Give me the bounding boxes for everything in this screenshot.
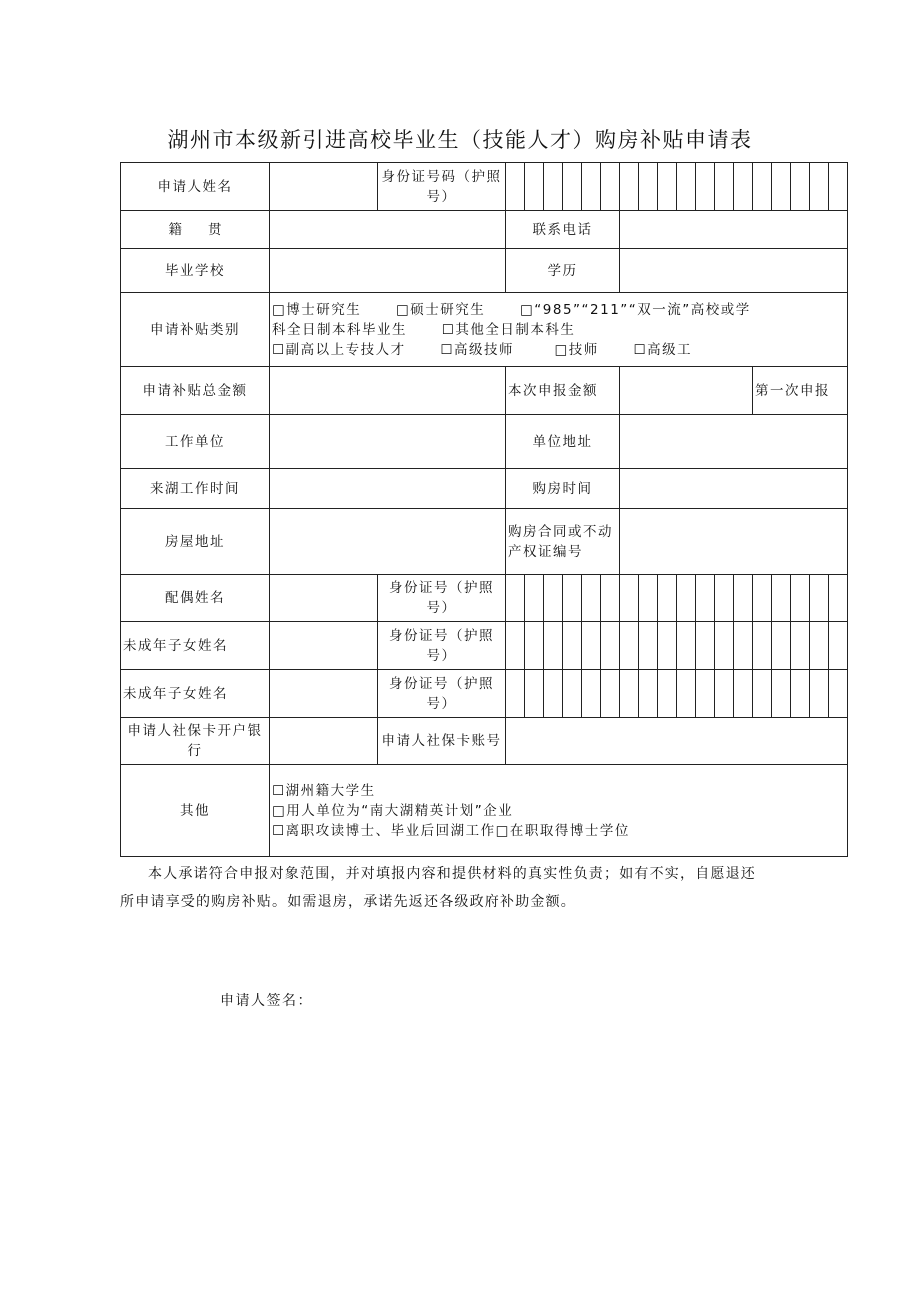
current-amount-field[interactable] bbox=[620, 367, 753, 415]
id-digit-cell[interactable] bbox=[658, 622, 677, 670]
id-digit-cell[interactable] bbox=[753, 670, 772, 718]
id-digit-cell[interactable] bbox=[506, 670, 525, 718]
child-name-field[interactable] bbox=[270, 670, 378, 718]
applicant-row bbox=[121, 163, 848, 211]
child-id-label: 身份证号（护照号） bbox=[378, 622, 506, 670]
id-digit-cell[interactable] bbox=[601, 622, 620, 670]
id-digit-cell[interactable] bbox=[715, 622, 734, 670]
education-field[interactable] bbox=[620, 249, 848, 293]
option-985-211[interactable]: □“985”“211”“双一流”高校或学 bbox=[520, 301, 751, 318]
id-digit-cell[interactable] bbox=[525, 575, 544, 622]
application-form-table bbox=[120, 162, 848, 857]
id-digit-cell[interactable] bbox=[696, 163, 715, 211]
other-row bbox=[121, 765, 848, 857]
native-place-label: 籍贯 bbox=[121, 211, 270, 249]
id-digit-cell[interactable] bbox=[696, 622, 715, 670]
id-digit-cell[interactable] bbox=[772, 622, 791, 670]
id-digit-cell[interactable] bbox=[734, 163, 753, 211]
id-digit-cell[interactable] bbox=[525, 163, 544, 211]
id-digit-cell[interactable] bbox=[772, 575, 791, 622]
page-title: 湖州市本级新引进高校毕业生（技能人才）购房补贴申请表 bbox=[167, 128, 753, 152]
id-digit-cell[interactable] bbox=[810, 163, 829, 211]
id-digit-cell[interactable] bbox=[544, 163, 563, 211]
pledge-line-2: 所申请享受的购房补贴。如需退房，承诺先返还各级政府补助金额。 bbox=[120, 894, 576, 910]
bank-field[interactable] bbox=[270, 718, 378, 765]
option-technician[interactable]: □技师 bbox=[554, 341, 599, 358]
total-amount-field[interactable] bbox=[270, 367, 506, 415]
pledge-line-1: 本人承诺符合申报对象范围，并对填报内容和提供材料的真实性负责；如有不实，自愿退还 bbox=[148, 866, 756, 882]
card-account-label: 申请人社保卡账号 bbox=[378, 718, 506, 765]
time-row bbox=[121, 469, 848, 509]
spouse-row bbox=[121, 575, 848, 622]
id-digit-cell[interactable] bbox=[544, 622, 563, 670]
work-unit-label: 工作单位 bbox=[121, 415, 270, 469]
id-digit-cell[interactable] bbox=[810, 622, 829, 670]
id-digit-cell[interactable] bbox=[810, 670, 829, 718]
id-digit-cell[interactable] bbox=[620, 575, 639, 622]
house-address-field[interactable] bbox=[270, 509, 506, 575]
id-digit-cell[interactable] bbox=[772, 163, 791, 211]
option-senior-technician[interactable]: ☐高级技师 bbox=[440, 341, 514, 358]
id-number-label: 身份证号码（护照号） bbox=[378, 163, 506, 211]
id-digit-cell[interactable] bbox=[620, 670, 639, 718]
id-digit-cell[interactable] bbox=[582, 575, 601, 622]
subsidy-type-row bbox=[121, 293, 848, 367]
id-digit-cell[interactable] bbox=[715, 670, 734, 718]
child-row-2 bbox=[121, 670, 848, 718]
spouse-name-label: 配偶姓名 bbox=[121, 575, 270, 622]
bank-label: 申请人社保卡开户银行 bbox=[121, 718, 270, 765]
child-name-field[interactable] bbox=[270, 622, 378, 670]
id-digit-cell[interactable] bbox=[525, 670, 544, 718]
other-label: 其他 bbox=[121, 765, 270, 857]
applicant-name-field[interactable] bbox=[270, 163, 378, 211]
id-digit-cell[interactable] bbox=[506, 163, 525, 211]
amount-row bbox=[121, 367, 848, 415]
bank-row bbox=[121, 718, 848, 765]
child-id-label: 身份证号（护照号） bbox=[378, 670, 506, 718]
current-amount-label: 本次申报金额 bbox=[506, 367, 620, 415]
phone-field[interactable] bbox=[620, 211, 848, 249]
id-digit-cell[interactable] bbox=[715, 163, 734, 211]
id-digit-cell[interactable] bbox=[563, 575, 582, 622]
id-digit-cell[interactable] bbox=[772, 670, 791, 718]
id-digit-cell[interactable] bbox=[658, 163, 677, 211]
id-digit-cell[interactable] bbox=[753, 622, 772, 670]
arrival-time-label: 来湖工作时间 bbox=[121, 469, 270, 509]
id-digit-cell[interactable] bbox=[544, 670, 563, 718]
id-digit-cell[interactable] bbox=[639, 575, 658, 622]
id-digit-cell[interactable] bbox=[620, 622, 639, 670]
child-row-1 bbox=[121, 622, 848, 670]
id-digit-cell[interactable] bbox=[734, 622, 753, 670]
purchase-time-label: 购房时间 bbox=[506, 469, 620, 509]
house-address-label: 房屋地址 bbox=[121, 509, 270, 575]
id-digit-cell[interactable] bbox=[696, 575, 715, 622]
id-digit-cell[interactable] bbox=[601, 670, 620, 718]
education-label: 学历 bbox=[506, 249, 620, 293]
school-field[interactable] bbox=[270, 249, 506, 293]
school-row bbox=[121, 249, 848, 293]
id-digit-cell[interactable] bbox=[791, 622, 810, 670]
option-elite-plan-enterprise[interactable]: □用人单位为“南大湖精英计划”企业 bbox=[272, 802, 514, 819]
purchase-time-field[interactable] bbox=[620, 469, 848, 509]
unit-address-label: 单位地址 bbox=[506, 415, 620, 469]
applicant-name-label: 申请人姓名 bbox=[121, 163, 270, 211]
id-digit-cell[interactable] bbox=[582, 163, 601, 211]
id-digit-cell[interactable] bbox=[829, 622, 848, 670]
id-digit-cell[interactable] bbox=[829, 575, 848, 622]
contract-no-label: 购房合同或不动产权证编号 bbox=[506, 509, 620, 575]
id-digit-cell[interactable] bbox=[658, 575, 677, 622]
id-digit-cell[interactable] bbox=[658, 670, 677, 718]
id-digit-cell[interactable] bbox=[639, 163, 658, 211]
phone-label: 联系电话 bbox=[506, 211, 620, 249]
option-senior-worker[interactable]: ☐高级工 bbox=[633, 341, 693, 358]
native-place-row bbox=[121, 211, 848, 249]
id-digit-cell[interactable] bbox=[639, 670, 658, 718]
id-digit-cell[interactable] bbox=[563, 670, 582, 718]
option-master[interactable]: □硕士研究生 bbox=[396, 301, 486, 318]
id-digit-cell[interactable] bbox=[506, 575, 525, 622]
id-digit-cell[interactable] bbox=[544, 575, 563, 622]
id-digit-cell[interactable] bbox=[563, 163, 582, 211]
work-unit-field[interactable] bbox=[270, 415, 506, 469]
id-digit-cell[interactable] bbox=[601, 575, 620, 622]
id-digit-cell[interactable] bbox=[753, 163, 772, 211]
id-digit-cell[interactable] bbox=[715, 575, 734, 622]
option-doctoral-return[interactable]: ☐离职攻读博士、毕业后回湖工作□在职取得博士学位 bbox=[272, 822, 630, 839]
total-amount-label: 申请补贴总金额 bbox=[121, 367, 270, 415]
id-digit-cell[interactable] bbox=[639, 622, 658, 670]
option-985-211-continued: 科全日制本科毕业生 bbox=[272, 321, 407, 338]
contract-no-field[interactable] bbox=[620, 509, 848, 575]
id-digit-cell[interactable] bbox=[677, 670, 696, 718]
id-digit-cell[interactable] bbox=[563, 622, 582, 670]
id-digit-cell[interactable] bbox=[791, 163, 810, 211]
id-digit-cell[interactable] bbox=[810, 575, 829, 622]
id-digit-cell[interactable] bbox=[620, 163, 639, 211]
id-digit-cell[interactable] bbox=[791, 575, 810, 622]
subsidy-type-label: 申请补贴类别 bbox=[121, 293, 270, 367]
signature-label: 申请人签名： bbox=[220, 993, 313, 1009]
pledge-statement bbox=[120, 860, 850, 916]
id-digit-cell[interactable] bbox=[677, 622, 696, 670]
option-huzhou-student[interactable]: ☐湖州籍大学生 bbox=[272, 782, 376, 799]
arrival-time-field[interactable] bbox=[270, 469, 506, 509]
child-name-label: 未成年子女姓名 bbox=[121, 622, 270, 670]
house-row bbox=[121, 509, 848, 575]
work-unit-row bbox=[121, 415, 848, 469]
unit-address-field[interactable] bbox=[620, 415, 848, 469]
id-digit-cell[interactable] bbox=[753, 575, 772, 622]
option-other-undergrad[interactable]: ☐其他全日制本科生 bbox=[441, 321, 576, 338]
first-declare-label: 第一次申报 bbox=[753, 367, 848, 415]
id-digit-cell[interactable] bbox=[734, 575, 753, 622]
subsidy-type-options bbox=[270, 293, 848, 367]
id-digit-cell[interactable] bbox=[582, 622, 601, 670]
id-digit-cell[interactable] bbox=[506, 622, 525, 670]
native-place-field[interactable] bbox=[270, 211, 506, 249]
spouse-name-field[interactable] bbox=[270, 575, 378, 622]
id-digit-cell[interactable] bbox=[734, 670, 753, 718]
id-digit-cell[interactable] bbox=[829, 670, 848, 718]
other-options bbox=[270, 765, 848, 857]
spouse-id-label: 身份证号（护照号） bbox=[378, 575, 506, 622]
school-label: 毕业学校 bbox=[121, 249, 270, 293]
child-name-label: 未成年子女姓名 bbox=[121, 670, 270, 718]
id-digit-cell[interactable] bbox=[829, 163, 848, 211]
option-senior-professional[interactable]: ☐副高以上专技人才 bbox=[272, 341, 406, 358]
id-digit-cell[interactable] bbox=[791, 670, 810, 718]
id-digit-cell[interactable] bbox=[525, 622, 544, 670]
id-digit-cell[interactable] bbox=[677, 575, 696, 622]
option-doctoral[interactable]: □博士研究生 bbox=[272, 301, 362, 318]
id-digit-cell[interactable] bbox=[696, 670, 715, 718]
id-digit-cell[interactable] bbox=[582, 670, 601, 718]
id-digit-cell[interactable] bbox=[677, 163, 696, 211]
card-account-field[interactable] bbox=[506, 718, 848, 765]
id-digit-cell[interactable] bbox=[601, 163, 620, 211]
